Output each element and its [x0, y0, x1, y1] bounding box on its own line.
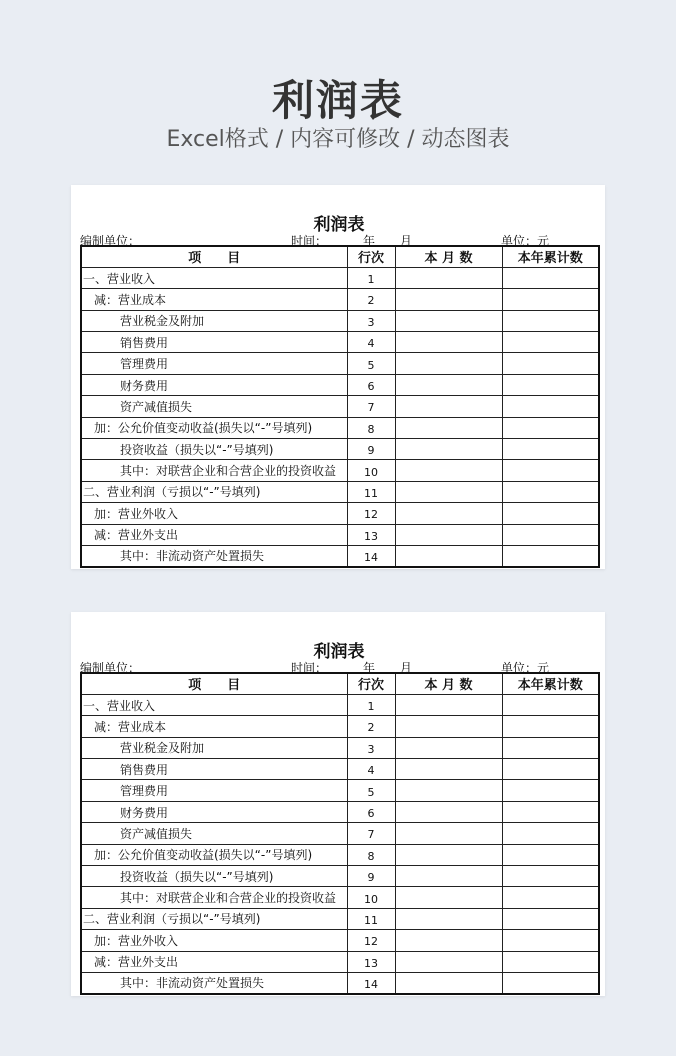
- table-row: [81, 694, 599, 715]
- table-row: [81, 823, 599, 844]
- table-row: [81, 545, 599, 566]
- row-month-value[interactable]: [395, 289, 502, 310]
- row-line-number[interactable]: 14: [347, 972, 395, 993]
- table-row: [81, 737, 599, 758]
- row-line-number[interactable]: 6: [347, 801, 395, 822]
- row-line-number[interactable]: 11: [347, 908, 395, 929]
- row-month-value[interactable]: [395, 866, 502, 887]
- row-line-number[interactable]: 9: [347, 866, 395, 887]
- row-item[interactable]: 加：营业外收入: [81, 503, 347, 524]
- row-ytd-value[interactable]: [502, 759, 599, 780]
- row-ytd-value[interactable]: [502, 267, 599, 288]
- income-statement-table: [80, 672, 600, 995]
- row-item[interactable]: 减：营业成本: [81, 289, 347, 310]
- row-ytd-value[interactable]: [502, 694, 599, 715]
- row-line-number[interactable]: 5: [347, 353, 395, 374]
- row-line-number[interactable]: 3: [347, 310, 395, 331]
- row-ytd-value[interactable]: [502, 396, 599, 417]
- row-ytd-value[interactable]: [502, 332, 599, 353]
- row-item[interactable]: 其中：非流动资产处置损失: [81, 972, 347, 993]
- table-row: [81, 353, 599, 374]
- row-month-value[interactable]: [395, 972, 502, 993]
- row-line-number[interactable]: 12: [347, 503, 395, 524]
- row-month-value[interactable]: [395, 267, 502, 288]
- row-month-value[interactable]: [395, 844, 502, 865]
- table-row: [81, 801, 599, 822]
- row-item[interactable]: 一、营业收入: [81, 267, 347, 288]
- row-ytd-value[interactable]: [502, 780, 599, 801]
- row-ytd-value[interactable]: [502, 951, 599, 972]
- row-line-number[interactable]: 13: [347, 524, 395, 545]
- currency-label: 单位：元: [501, 661, 550, 675]
- header-month: 本 月 数: [395, 246, 502, 267]
- row-month-value[interactable]: [395, 310, 502, 331]
- row-ytd-value[interactable]: [502, 481, 599, 502]
- row-line-number[interactable]: 4: [347, 332, 395, 353]
- row-item[interactable]: 销售费用: [81, 332, 347, 353]
- row-item[interactable]: 投资收益（损失以“-”号填列): [81, 866, 347, 887]
- income-statement-table: [80, 245, 600, 568]
- row-ytd-value[interactable]: [502, 887, 599, 908]
- table-row: [81, 951, 599, 972]
- row-ytd-value[interactable]: [502, 503, 599, 524]
- row-item[interactable]: 投资收益（损失以“-”号填列): [81, 439, 347, 460]
- row-month-value[interactable]: [395, 737, 502, 758]
- row-month-value[interactable]: [395, 930, 502, 951]
- row-month-value[interactable]: [395, 887, 502, 908]
- row-month-value[interactable]: [395, 951, 502, 972]
- row-item[interactable]: 加：公允价值变动收益(损失以“-”号填列): [81, 844, 347, 865]
- row-month-value[interactable]: [395, 801, 502, 822]
- row-line-number[interactable]: 11: [347, 481, 395, 502]
- unit-label: 编制单位：: [80, 661, 141, 675]
- row-month-value[interactable]: [395, 353, 502, 374]
- row-ytd-value[interactable]: [502, 801, 599, 822]
- row-ytd-value[interactable]: [502, 823, 599, 844]
- table-row: [81, 439, 599, 460]
- table-row: [81, 844, 599, 865]
- header-row: [81, 246, 599, 267]
- row-month-value[interactable]: [395, 823, 502, 844]
- row-line-number[interactable]: 8: [347, 417, 395, 438]
- row-line-number[interactable]: 13: [347, 951, 395, 972]
- table-row: [81, 930, 599, 951]
- page-title: 利润表: [271, 76, 404, 125]
- row-month-value[interactable]: [395, 524, 502, 545]
- row-item[interactable]: 加：营业外收入: [81, 930, 347, 951]
- year-label: 年: [363, 661, 376, 675]
- table-row: [81, 460, 599, 481]
- row-line-number[interactable]: 10: [347, 460, 395, 481]
- row-line-number[interactable]: 1: [347, 267, 395, 288]
- row-month-value[interactable]: [395, 374, 502, 395]
- month-label: 月: [400, 661, 413, 675]
- table-row: [81, 267, 599, 288]
- row-month-value[interactable]: [395, 545, 502, 566]
- row-item[interactable]: 营业税金及附加: [81, 310, 347, 331]
- table-row: [81, 481, 599, 502]
- unit-label: 编制单位：: [80, 234, 141, 248]
- row-item[interactable]: 减：营业外支出: [81, 951, 347, 972]
- row-item[interactable]: 其中：对联营企业和合营企业的投资收益: [81, 887, 347, 908]
- row-month-value[interactable]: [395, 503, 502, 524]
- row-line-number[interactable]: 9: [347, 439, 395, 460]
- header-row: [81, 673, 599, 694]
- row-line-number[interactable]: 2: [347, 289, 395, 310]
- row-item[interactable]: 减：营业成本: [81, 716, 347, 737]
- row-ytd-value[interactable]: [502, 439, 599, 460]
- row-ytd-value[interactable]: [502, 908, 599, 929]
- table-row: [81, 759, 599, 780]
- row-line-number[interactable]: 3: [347, 737, 395, 758]
- row-ytd-value[interactable]: [502, 972, 599, 993]
- row-ytd-value[interactable]: [502, 289, 599, 310]
- header-month: 本 月 数: [395, 673, 502, 694]
- header-ytd: 本年累计数: [502, 673, 599, 694]
- table-row: [81, 417, 599, 438]
- row-ytd-value[interactable]: [502, 524, 599, 545]
- header-line: 行次: [347, 246, 395, 267]
- row-ytd-value[interactable]: [502, 417, 599, 438]
- row-month-value[interactable]: [395, 332, 502, 353]
- row-line-number[interactable]: 14: [347, 545, 395, 566]
- row-item[interactable]: 管理费用: [81, 780, 347, 801]
- row-item[interactable]: 一、营业收入: [81, 694, 347, 715]
- table-row: [81, 972, 599, 993]
- row-item[interactable]: 减：营业外支出: [81, 524, 347, 545]
- header-item: 项 目: [81, 246, 347, 267]
- table-row: [81, 310, 599, 331]
- time-label: 时间：: [291, 234, 328, 248]
- row-ytd-value[interactable]: [502, 844, 599, 865]
- row-line-number[interactable]: 12: [347, 930, 395, 951]
- row-item[interactable]: 销售费用: [81, 759, 347, 780]
- month-label: 月: [400, 234, 413, 248]
- row-month-value[interactable]: [395, 481, 502, 502]
- table-row: [81, 908, 599, 929]
- row-ytd-value[interactable]: [502, 866, 599, 887]
- row-ytd-value[interactable]: [502, 930, 599, 951]
- year-label: 年: [363, 234, 376, 248]
- row-item[interactable]: 财务费用: [81, 801, 347, 822]
- table-row: [81, 332, 599, 353]
- row-item[interactable]: 营业税金及附加: [81, 737, 347, 758]
- table-row: [81, 503, 599, 524]
- row-month-value[interactable]: [395, 417, 502, 438]
- row-month-value[interactable]: [395, 694, 502, 715]
- table-row: [81, 780, 599, 801]
- table-row: [81, 524, 599, 545]
- row-line-number[interactable]: 7: [347, 396, 395, 417]
- sheet-title: 利润表: [313, 642, 365, 662]
- row-line-number[interactable]: 6: [347, 374, 395, 395]
- sheet-preview-2: [71, 612, 605, 996]
- row-line-number[interactable]: 5: [347, 780, 395, 801]
- row-ytd-value[interactable]: [502, 737, 599, 758]
- row-line-number[interactable]: 4: [347, 759, 395, 780]
- row-month-value[interactable]: [395, 759, 502, 780]
- sheet-preview-1: [71, 185, 605, 569]
- spreadsheet: [80, 621, 598, 996]
- row-ytd-value[interactable]: [502, 545, 599, 566]
- row-item[interactable]: 加：公允价值变动收益(损失以“-”号填列): [81, 417, 347, 438]
- row-ytd-value[interactable]: [502, 460, 599, 481]
- table-row: [81, 289, 599, 310]
- row-item[interactable]: 资产减值损失: [81, 823, 347, 844]
- table-row: [81, 716, 599, 737]
- header-ytd: 本年累计数: [502, 246, 599, 267]
- row-item[interactable]: 管理费用: [81, 353, 347, 374]
- row-line-number[interactable]: 7: [347, 823, 395, 844]
- row-line-number[interactable]: 8: [347, 844, 395, 865]
- row-ytd-value[interactable]: [502, 353, 599, 374]
- row-item[interactable]: 其中：非流动资产处置损失: [81, 545, 347, 566]
- row-item[interactable]: 二、营业利润（亏损以“-”号填列): [81, 908, 347, 929]
- row-ytd-value[interactable]: [502, 374, 599, 395]
- table-row: [81, 374, 599, 395]
- row-month-value[interactable]: [395, 439, 502, 460]
- row-item[interactable]: 其中：对联营企业和合营企业的投资收益: [81, 460, 347, 481]
- row-line-number[interactable]: 2: [347, 716, 395, 737]
- time-label: 时间：: [291, 661, 328, 675]
- row-line-number[interactable]: 10: [347, 887, 395, 908]
- row-item[interactable]: 资产减值损失: [81, 396, 347, 417]
- currency-label: 单位：元: [501, 234, 550, 248]
- header-line: 行次: [347, 673, 395, 694]
- page-subtitle: Excel格式 / 内容可修改 / 动态图表: [166, 127, 510, 152]
- table-row: [81, 396, 599, 417]
- row-ytd-value[interactable]: [502, 716, 599, 737]
- row-month-value[interactable]: [395, 780, 502, 801]
- row-month-value[interactable]: [395, 396, 502, 417]
- table-row: [81, 866, 599, 887]
- row-month-value[interactable]: [395, 716, 502, 737]
- row-line-number[interactable]: 1: [347, 694, 395, 715]
- table-row: [81, 887, 599, 908]
- sheet-title: 利润表: [313, 215, 365, 235]
- row-ytd-value[interactable]: [502, 310, 599, 331]
- row-item[interactable]: 财务费用: [81, 374, 347, 395]
- row-item[interactable]: 二、营业利润（亏损以“-”号填列): [81, 481, 347, 502]
- header-item: 项 目: [81, 673, 347, 694]
- row-month-value[interactable]: [395, 460, 502, 481]
- spreadsheet: [80, 194, 598, 569]
- row-month-value[interactable]: [395, 908, 502, 929]
